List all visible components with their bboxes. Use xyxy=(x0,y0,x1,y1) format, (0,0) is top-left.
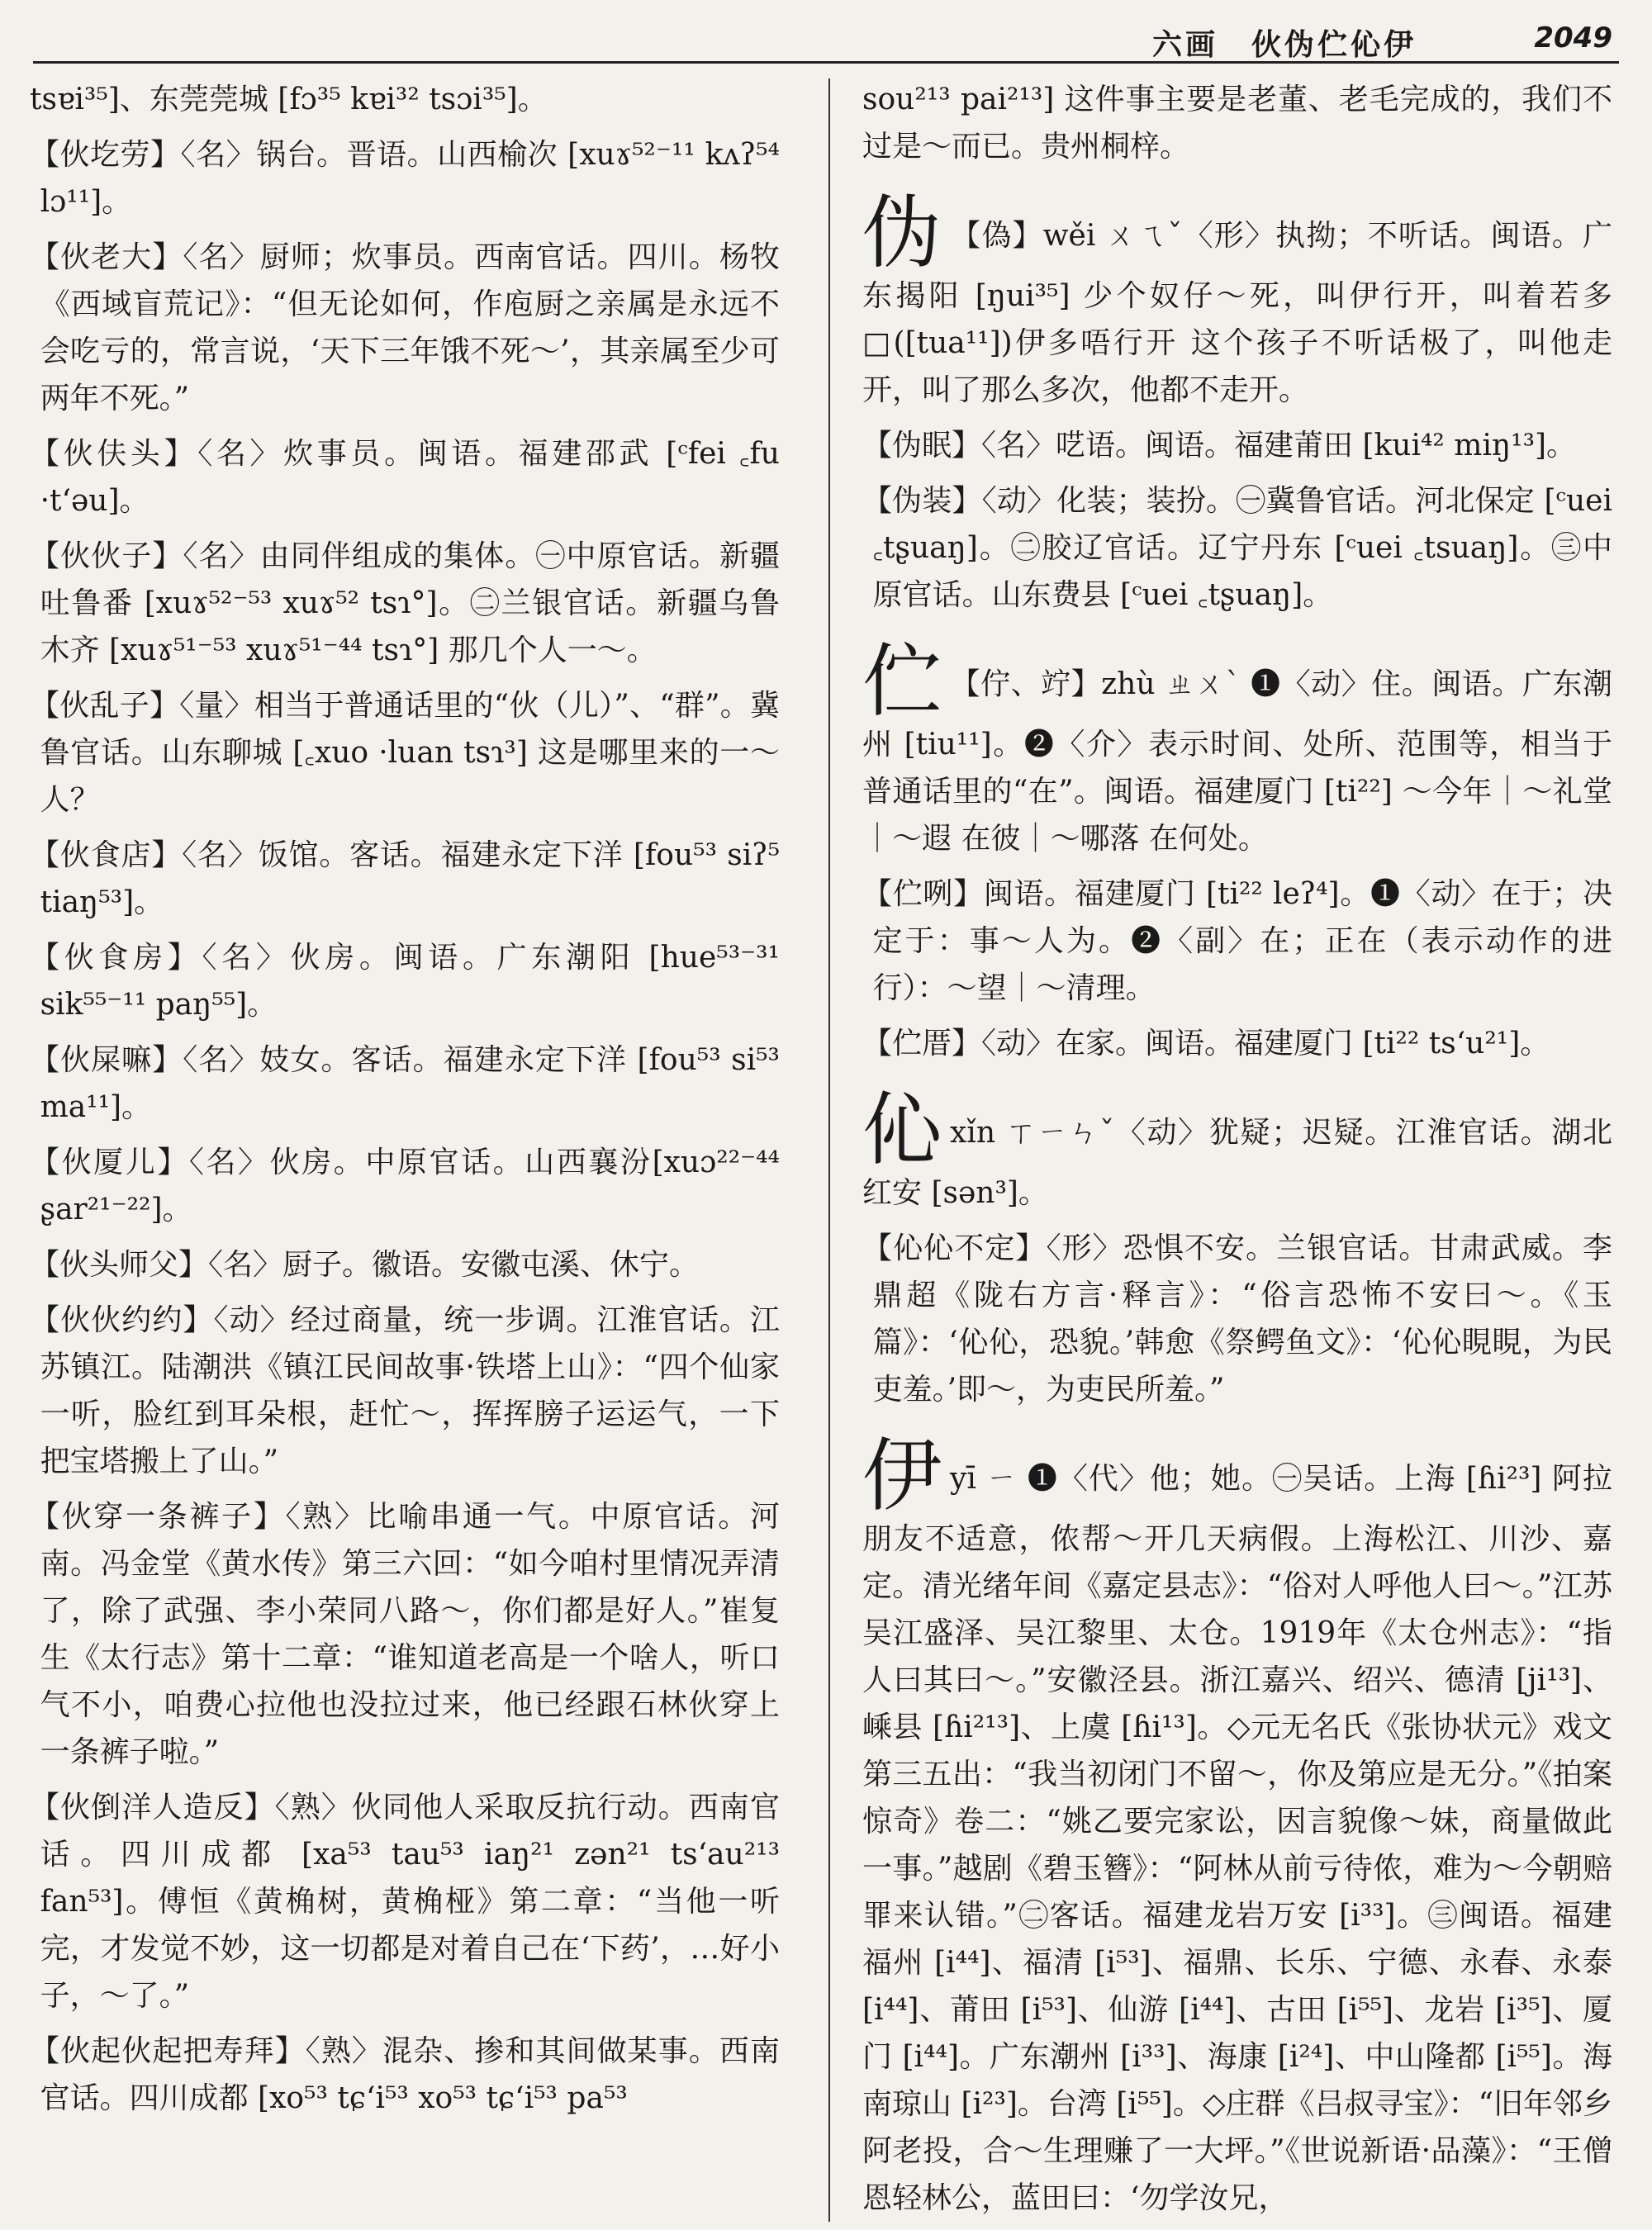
headword-char: 伊 xyxy=(862,1430,942,1522)
left-column xyxy=(30,76,780,2222)
headword-definition: xǐn ㄒㄧㄣˇ〈动〉犹疑；迟疑。江淮官话。湖北红安 [sən³]。 xyxy=(862,1116,1612,1210)
section-title: 六画 伙伪伫伈伊 xyxy=(1151,27,1417,62)
entry-huo-sha-er: 【伙厦儿】〈名〉伙房。中原官话。山西襄汾[xuɔ²²⁻⁴⁴ ʂar²¹⁻²²]。 xyxy=(30,1146,780,1226)
headword-definition: yī ㄧ ❶〈代〉他；她。㊀吴话。上海 [ɦi²³] 阿拉朋友不适意，侬帮～开几天病假。上海松江、川沙、嘉定。清光绪年间《嘉定县志》：“俗对人呼他人曰～。”江苏吴江盛泽、吴江黎里、太仓。1919年《太仓州志》：“指人曰其曰～。”安徽泾县。浙江嘉兴、绍兴、德清 [ji¹³]、嵊县 [ɦi²¹³]、上虞 [ɦi¹³]。◇元无名氏《张协状元》戏文第三五出：“我当初闭门不留～，你及第应是无分。”《拍案惊奇》卷二：“姚乙要完家讼，因言貌像～妹，商量做此一事。”越剧《碧玉簪》：“阿林从前亏待侬，难为～今朝赔罪来认错。”㊁客话。福建龙岩万安 [i³³]。㊂闽语。福建福州 [i⁴⁴]、福清 [i⁵³]、福鼎、长乐、宁德、永春、永泰 [i⁴⁴]、莆田 [i⁵³]、仙游 [i⁴⁴]、古田 [i⁵⁵]、龙岩 [i³⁵]、厦门 [i⁴⁴]。广东潮州 [i³³]、海康 [i²⁴]、中山隆都 [i⁵⁵]。海南琼山 [i²³]。台湾 [i⁵⁵]。◇庄群《吕叔寻宝》：“旧年邻乡阿老投，合～生理赚了一大坪。”《世说新语·品藻》：“王僧恩轻林公，蓝田曰：‘勿学汝兄， xyxy=(862,1462,1612,2215)
headword-char: 伪 xyxy=(862,187,942,279)
headword-definition: 【偽】wěi ㄨㄟˇ〈形〉执拗；不听话。闽语。广东揭阳 [ŋui³⁵] 少个奴仔～死，叫伊行开，叫着若多□([tua¹¹])伊多唔行开 这个孩子不听话极了，叫他走开，叫了那么多次，他都不走开。 xyxy=(862,219,1612,407)
headword-xin xyxy=(862,1082,1612,1217)
column-divider xyxy=(828,78,830,2222)
entry-zhu-cuo: 【伫厝】〈动〉在家。闽语。福建厦门 [ti²² tsʻu²¹]。 xyxy=(862,1027,1550,1060)
right-column xyxy=(862,76,1612,2222)
entry-continuation: sou²¹³ pai²¹³] 这件事主要是老董、老毛完成的，我们不过是～而已。贵州桐梓。 xyxy=(862,83,1612,164)
entry-huo-shi-fang: 【伙食房】〈名〉伙房。闽语。广东潮阳 [hue⁵³⁻³¹ sik⁵⁵⁻¹¹ paŋ⁵⁵]。 xyxy=(30,941,780,1022)
headword-char: 伫 xyxy=(862,635,942,728)
page-header xyxy=(33,18,1619,64)
entry-huo-shi-dian: 【伙食店】〈名〉饭馆。客话。福建永定下洋 [fou⁵³ siʔ⁵ tiaŋ⁵³]。 xyxy=(30,838,780,919)
entry-huo-lao-da: 【伙老大】〈名〉厨师；炊事员。西南官话。四川。杨牧《西域盲荒记》：“但无论如何，作庖厨之亲属是永远不会吃亏的，常言说，‘天下三年饿不死～’，其亲属至少可两年不死。” xyxy=(30,240,780,415)
entry-wei-zhuang: 【伪装】〈动〉化装；装扮。㊀冀鲁官话。河北保定 [ᶜuei ꜀tʂuaŋ]。㊁胶辽官话。辽宁丹东 [ᶜuei ꜀tsuaŋ]。㊂中原官话。山东费县 [ᶜuei ꜀tʂuaŋ]。 xyxy=(862,484,1612,612)
headword-zhu xyxy=(862,633,1612,862)
entry-zhu-lie: 【伫咧】闽语。福建厦门 [ti²² leʔ⁴]。❶〈动〉在于；决定于：事～人为。❷〈副〉在；正在（表示动作的进行）：～望｜～清理。 xyxy=(862,877,1612,1005)
entry-huo-qi-bai-shou: 【伙起伙起把寿拜】〈熟〉混杂、掺和其间做某事。西南官话。四川成都 [xo⁵³ tɕʻi⁵³ xo⁵³ tɕʻi⁵³ pa⁵³ xyxy=(30,2034,780,2115)
headword-char: 伈 xyxy=(862,1084,942,1176)
entry-xin-xin-bu-ding: 【伈伈不定】〈形〉恐惧不安。兰银官话。甘肃武威。李鼎超《陇右方言·释言》：“俗言恐怖不安曰～。《玉篇》：‘伈伈，恐貌。’韩愈《祭鳄鱼文》：‘伈伈睍睍，为民吏羞。’即～，为吏民所羞。” xyxy=(862,1231,1612,1407)
entry-huo-luan-zi: 【伙乱子】〈量〉相当于普通话里的“伙（儿）”、“群”。冀鲁官话。山东聊城 [꜀xuo ·luan tsɿ³] 这是哪里来的一～人？ xyxy=(30,689,780,817)
headword-definition: 【佇、竚】zhù ㄓㄨˋ ❶〈动〉住。闽语。广东潮州 [tiu¹¹]。❷〈介〉表示时间、处所、范围等，相当于普通话里的“在”。闽语。福建厦门 [ti²²] ～今年｜～礼堂｜～遐 在彼｜～哪落 在何处。 xyxy=(862,667,1612,856)
entry-huo-huo-zi: 【伙伙子】〈名〉由同伴组成的集体。㊀中原官话。新疆吐鲁番 [xuɤ⁵²⁻⁵³ xuɤ⁵² tsɿ°]。㊁兰银官话。新疆乌鲁木齐 [xuɤ⁵¹⁻⁵³ xuɤ⁵¹⁻⁴⁴ tsɿ°] 那几个人一～。 xyxy=(30,539,780,667)
entry-wei-mian: 【伪眠】〈名〉呓语。闽语。福建莆田 [kui⁴² miŋ¹³]。 xyxy=(862,429,1577,463)
entry-huo-fu-tou: 【伙伕头】〈名〉炊事员。闽语。福建邵武 [ᶜfei ꜀fu ·tʻəu]。 xyxy=(30,437,780,518)
headword-wei xyxy=(862,185,1612,414)
entry-huo-chuan-ku-zi: 【伙穿一条裤子】〈熟〉比喻串通一气。中原官话。河南。冯金堂《黄水传》第三六回：“如今咱村里情况弄清了，除了武强、李小荣同八路～，你们都是好人。”崔复生《太行志》第十二章：“谁知道老高是一个啥人，听口气不小，咱费心拉他也没拉过来，他已经跟石林伙穿上一条裤子啦。” xyxy=(30,1500,780,1769)
entry-huo-tou-shi-fu: 【伙头师父】〈名〉厨子。徽语。安徽屯溪、休宁。 xyxy=(30,1248,700,1282)
headword-yi xyxy=(862,1428,1612,2222)
entry-continuation: tsɐi³⁵]、东莞莞城 [fɔ³⁵ kɐi³² tsɔi³⁵]。 xyxy=(30,83,548,116)
entry-huo-shi-ma: 【伙屎嘛】〈名〉妓女。客话。福建永定下洋 [fou⁵³ si⁵³ ma¹¹]。 xyxy=(30,1043,780,1124)
page-number: 2049 xyxy=(1534,21,1612,55)
entry-huo-huo-yue-yue: 【伙伙约约】〈动〉经过商量，统一步调。江淮官话。江苏镇江。陆潮洪《镇江民间故事·铁塔上山》：“四个仙家一听，脸红到耳朵根，赶忙～，挥挥膀子运运气，一下把宝塔搬上了山。” xyxy=(30,1303,780,1478)
entry-huo-ge-lao: 【伙圪劳】〈名〉锅台。晋语。山西榆次 [xuɤ⁵²⁻¹¹ kʌʔ⁵⁴ lɔ¹¹]。 xyxy=(30,138,780,219)
entry-huo-dao-yang-ren: 【伙倒洋人造反】〈熟〉伙同他人采取反抗行动。西南官话。四川成都 [xa⁵³ tau⁵³ iaŋ²¹ zən²¹ tsʻau²¹³ fan⁵³]。傅恒《黄桷树，黄桷桠》第二章：“当他一听完，才发觉不妙，这一切都是对着自己在‘下药’，…好小子，～了。” xyxy=(30,1791,780,2013)
